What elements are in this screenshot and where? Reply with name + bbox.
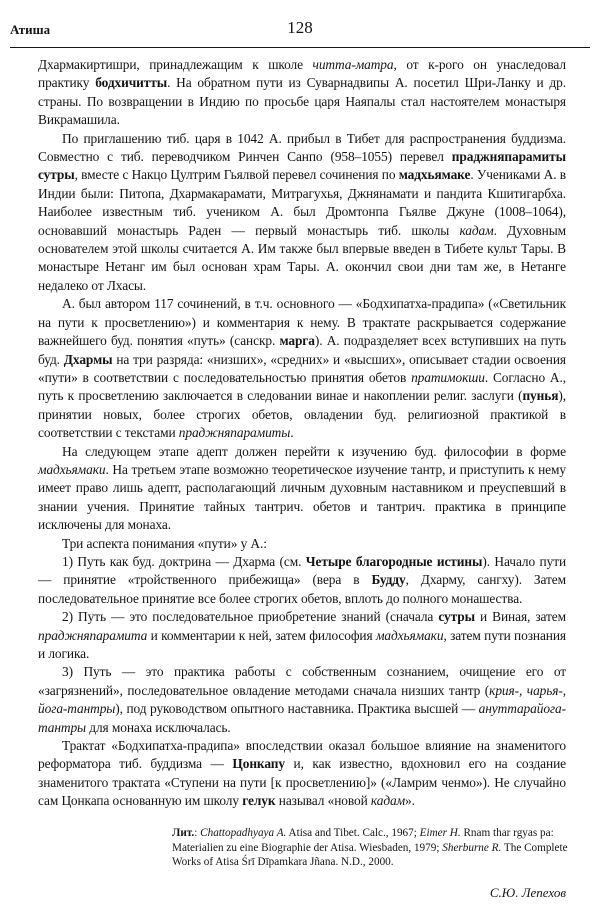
term-four-noble-truths: Четыре благородные истины — [305, 553, 483, 569]
term-gelug: гелук — [242, 793, 276, 809]
paragraph-9: Трактат «Бодхипатха-прадипа» впоследствии оказал большое влияние на знаменитого реформатора тиб. буддизма — Цонкапу и, как известно, вдохновил его на создание знаменитого трактата «Ступени на пути [к просветлению]» («Ламрим ченмо»). Не случайно сам Цонкапа основанную им школу гелук называл «новой кадам». — [38, 738, 566, 809]
term-punya: пунья — [522, 388, 559, 404]
term-marga: марга — [279, 333, 315, 349]
term-madhyamaka-form: мадхьямаки — [38, 461, 106, 477]
term-sutras: сутры — [438, 609, 475, 625]
term-buddha: Будду — [371, 572, 406, 588]
term-tsongkhapa: Цонкапу — [232, 756, 285, 772]
paragraph-2: По приглашению тиб. царя в 1042 А. прибыл в Тибет для распространения буддизма. Совместно с тиб. переводчиком Ринчен Санпо (958–1055) перевел праджняпарамиты сутры, вместе с Накцо Цултрим Гьялвой перевел сочинения по мадхьямаке. Учениками А. в Индии были: Питопа, Дхармакарамати, Митрагухья, Джнянамати и пандита Кшитигарбха. Наиболее известным тиб. учеником А. был Дромтонпа Гьялве Джуне (1008–1064), основавший монастырь Раден — первый монастырь тиб. школы кадам. Духовным основателем этой школы считается А. Им также был впервые введен в Тибете культ Тары. В монастыре Нетанг им был основан храм Тары. А. окончил свои дни там же, в Нетанге недалеко от Лхасы. — [38, 130, 566, 293]
term-pratimoksha: пратимокши — [411, 369, 485, 385]
term-chitta-matra: читта-матра — [312, 57, 394, 72]
literature-label: Лит. — [172, 827, 195, 839]
header-rule — [10, 47, 590, 48]
paragraph-6: 1) Путь как буд. доктрина — Дхарма (см. Четыре благородные истины). Начало пути — принятие «тройственного прибежища» (вера в Будду, Дхарму, сангху). Затем последовательное принятие все более строгих обетов, вплоть до полного монашества. — [38, 553, 567, 606]
term-anuttarayoga-tantra: ануттарайога-тантры — [38, 701, 566, 735]
term-madhyamaka-2: мадхьямаки — [375, 627, 444, 643]
term-prajnaparamita-sutras: праджняпарамиты сутры — [38, 149, 566, 183]
term-prajnaparamita: праджняпарамиты — [178, 425, 291, 441]
paragraph-1: Дхармакиртишри, принадлежащим к школе читта-матра, от к-рого он унаследовал практику бодхичитты. На обратном пути из Суварнадвипы А. посетил Шри-Ланку и др. страны. По возвращении в Индию по просьбе царя Наяпалы стал настоятелем монастыря Викрамашила. — [38, 57, 566, 128]
ref-author: Eimer H. — [419, 827, 461, 839]
paragraph-4: На следующем этапе адепт должен перейти к изучению буд. философии в форме мадхьямаки. На третьем этапе возможно теоретическое изучение тантр, и приступить к нему имеет право лишь адепт, располагающий личным духовным наставником и преуспевший в знании учения. Принятие тайных тантрич. обетов и тантрич. практика в принципе исключены для монаха. — [38, 443, 566, 533]
term-madhyamaka: мадхьямаке — [398, 167, 471, 183]
page-number: 128 — [287, 18, 313, 37]
ref-author: Chattopadhyaya A. — [200, 827, 287, 839]
term-lower-tantras: крия-, чарья-, йога-тантры — [38, 682, 566, 717]
paragraph-3: А. был автором 117 сочинений, в т.ч. основного — «Бодхипатха-прадипа» («Светильник на пути к просветлению») и комментария к нему. В трактате раскрывается содержание важнейшего буд. понятия «путь» (санскр. марга). А. подразделяет всех вступивших на путь буд. Дхармы на три разряда: «низших», «средних» и «высших», описывает стадии освоения «пути» в соответствии с последовательностью принятия обетов пратимокши. Согласно А., путь к просветлению заключается в следовании винае и накоплении религ. заслуги (пунья), принятии новых, более строгих обетов, овладении буд. религиозной практикой в соответствии с текстами праджняпарамиты. — [38, 296, 566, 441]
paragraph-5: Три аспекта понимания «пути» у А.: — [62, 535, 267, 551]
term-kadam: кадам — [459, 222, 494, 238]
article-body — [38, 56, 566, 811]
running-title: Атиша — [10, 22, 51, 37]
literature-references: Лит.: Chattopadhyaya A. Atisa and Tibet. Calc., 1967; Eimer H. Rnam thar rgyas pa: Materialien zu eine Biographie der Atisa. Wiesbaden, 1979; Sherburne R. The Complete Works of Atisa Śrī Dīpamkara Jñana. N.D., 2000. — [172, 827, 568, 869]
ref-author: Sherburne R. — [442, 841, 502, 854]
author-signature: С.Ю. Лепехов — [489, 885, 566, 900]
term-bodhichitta: бодхичитты — [95, 75, 168, 91]
term-dharma: Дхармы — [63, 351, 113, 367]
term-kadam-2: кадам — [370, 793, 406, 809]
running-header — [10, 18, 590, 42]
paragraph-8: 3) Путь — это практика работы с собственным сознанием, очищение его от «загрязнений», последовательное овладение методами сначала низших тантр (крия-, чарья-, йога-тантры), под руководством опытного наставника. Практика высшей — ануттарайога-тантры для монаха исключалась. — [38, 664, 566, 735]
paragraph-7: 2) Путь — это последовательное приобретение знаний (сначала сутры и Виная, затем праджняпарамита и комментарии к ней, затем философия мадхьямаки, затем пути познания и логика. — [38, 609, 566, 661]
term-prajnaparamita-2: праджняпарамита — [38, 627, 148, 643]
